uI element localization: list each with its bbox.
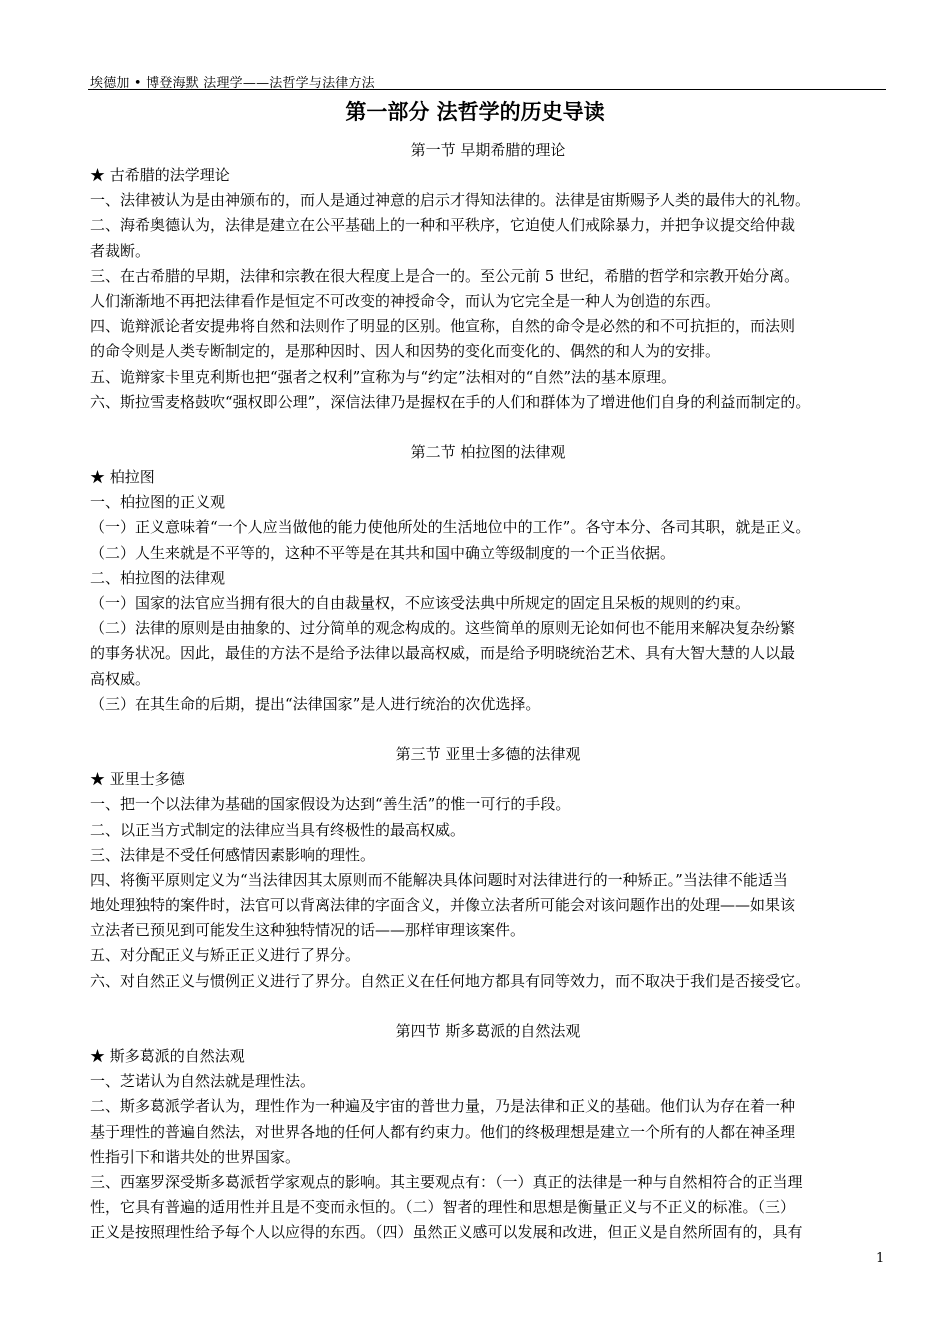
section-heading-line: ★ 亚里士多德: [90, 770, 185, 789]
body-text-line: 人们渐渐地不再把法律看作是恒定不可改变的神授命令，而认为它完全是一种人为创造的东西。: [90, 291, 721, 310]
section-spacer: [90, 415, 886, 440]
body-text-line: 五、诡辩家卡里克利斯也把“强者之权利”宣称为与“约定”法相对的“自然”法的基本原理。: [90, 367, 677, 386]
body-text-line: 立法者已预见到可能发生这种独特情况的话——那样审理该案件。: [90, 921, 526, 940]
body-text-line: 六、斯拉雪麦格鼓吹“强权即公理”，深信法律乃是握权在手的人们和群体为了增进他们自身的利益而制定的。: [90, 392, 811, 411]
body-text-line: 一、芝诺认为自然法就是理性法。: [90, 1072, 316, 1091]
body-text-line: 的命令则是人类专断制定的，是那种因时、因人和因势的变化而变化的、偶然的和人为的安排。: [90, 342, 721, 361]
body-text-line: 一、把一个以法律为基础的国家假设为达到“善生活”的惟一可行的手段。: [90, 795, 571, 814]
body-text-line: （三）在其生命的后期，提出“法律国家”是人进行统治的次优选择。: [90, 694, 541, 713]
body-text-line: 三、西塞罗深受斯多葛派哲学家观点的影响。其主要观点有：（一）真正的法律是一种与自然相符合的正当理: [90, 1172, 803, 1191]
body-text-line: 正义是按照理性给予每个人以应得的东西。（四）虽然正义感可以发展和改进，但正义是自然所固有的，具有: [90, 1223, 803, 1242]
body-text-line: （一）国家的法官应当拥有很大的自由裁量权，不应该受法典中所规定的固定且呆板的规则的约束。: [90, 594, 751, 612]
section-spacer: [90, 994, 886, 1019]
body-text-line: （一）正义意味着“一个人应当做他的能力使他所处的生活地位中的工作”。各守本分、各司其职，就是正义。: [90, 518, 811, 537]
body-text-line: 者裁断。: [90, 241, 151, 260]
body-text-line: 高权威。: [90, 669, 151, 688]
body-text-line: 六、对自然正义与惯例正义进行了界分。自然正义在任何地方都具有同等效力，而不取决于我们是否接受它。: [90, 971, 811, 990]
section-spacer: [90, 717, 886, 742]
header-rule: [88, 89, 886, 90]
body-text-line: 基于理性的普遍自然法，对世界各地的任何人都有约束力。他们的终极理想是建立一个所有的人都在神圣理: [90, 1122, 796, 1141]
section-heading-line: ★ 斯多葛派的自然法观: [90, 1047, 245, 1065]
body-text-line: 的事务状况。因此，最佳的方法不是给予法律以最高权威，而是给予明晓统治艺术、具有大智大慧的人以最: [90, 644, 796, 663]
part-title: 第一部分 法哲学的历史导读: [345, 100, 605, 124]
body-text-line: 三、法律是不受任何感情因素影响的理性。: [90, 845, 376, 864]
body-text-line: 二、以正当方式制定的法律应当具有终极性的最高权威。: [90, 820, 466, 839]
body-text-line: 二、柏拉图的法律观: [90, 568, 226, 587]
body-text-line: 四、将衡平原则定义为“当法律因其太原则而不能解决具体问题时对法律进行的一种矫正。”当法律不能适当: [90, 870, 788, 889]
section-title: 第三节 亚里士多德的法律观: [395, 745, 581, 764]
section-heading-line: ★ 古希腊的法学理论: [90, 166, 230, 184]
body-text-line: 地处理独特的案件时，法官可以背离法律的字面含义，并像立法者所可能会对该问题作出的处理——如果该: [90, 896, 796, 915]
running-header: 埃德加 • 博登海默 法理学——法哲学与法律方法: [90, 76, 375, 91]
body-text-line: 一、柏拉图的正义观: [90, 493, 226, 512]
page-number: 1: [876, 1251, 885, 1266]
body-text-line: 三、在古希腊的早期，法律和宗教在很大程度上是合一的。至公元前 5 世纪，希腊的哲学和宗教开始分离。: [90, 266, 800, 285]
body-text-line: 二、斯多葛派学者认为，理性作为一种遍及宇宙的普世力量，乃是法律和正义的基础。他们认为存在着一种: [90, 1097, 796, 1116]
body-text-line: 五、对分配正义与矫正正义进行了界分。: [90, 946, 361, 965]
body-text-line: （二）法律的原则是由抽象的、过分简单的观念构成的。这些简单的原则无论如何也不能用来解决复杂纷繁: [90, 619, 796, 638]
section-title: 第四节 斯多葛派的自然法观: [395, 1022, 581, 1040]
section-heading-line: ★ 柏拉图: [90, 468, 155, 487]
section-title: 第二节 柏拉图的法律观: [410, 443, 566, 462]
document-body: [90, 138, 886, 1246]
body-text-line: 性指引下和谐共处的世界国家。: [90, 1147, 301, 1166]
body-text-line: （二）人生来就是不平等的，这种不平等是在其共和国中确立等级制度的一个正当依据。: [90, 543, 676, 562]
section-title: 第一节 早期希腊的理论: [410, 141, 566, 159]
body-text-line: 四、诡辩派论者安提弗将自然和法则作了明显的区别。他宣称，自然的命令是必然的和不可抗拒的，而法则: [90, 317, 796, 336]
body-text-line: 一、法律被认为是由神颁布的，而人是通过神意的启示才得知法律的。法律是宙斯赐予人类的最伟大的礼物。: [90, 191, 811, 210]
body-text-line: 二、海希奥德认为，法律是建立在公平基础上的一种和平秩序，它迫使人们戒除暴力，并把争议提交给仲裁: [90, 216, 796, 235]
body-text-line: 性，它具有普遍的适用性并且是不变而永恒的。（二）智者的理性和思想是衡量正义与不正义的标准。（三）: [90, 1198, 796, 1217]
